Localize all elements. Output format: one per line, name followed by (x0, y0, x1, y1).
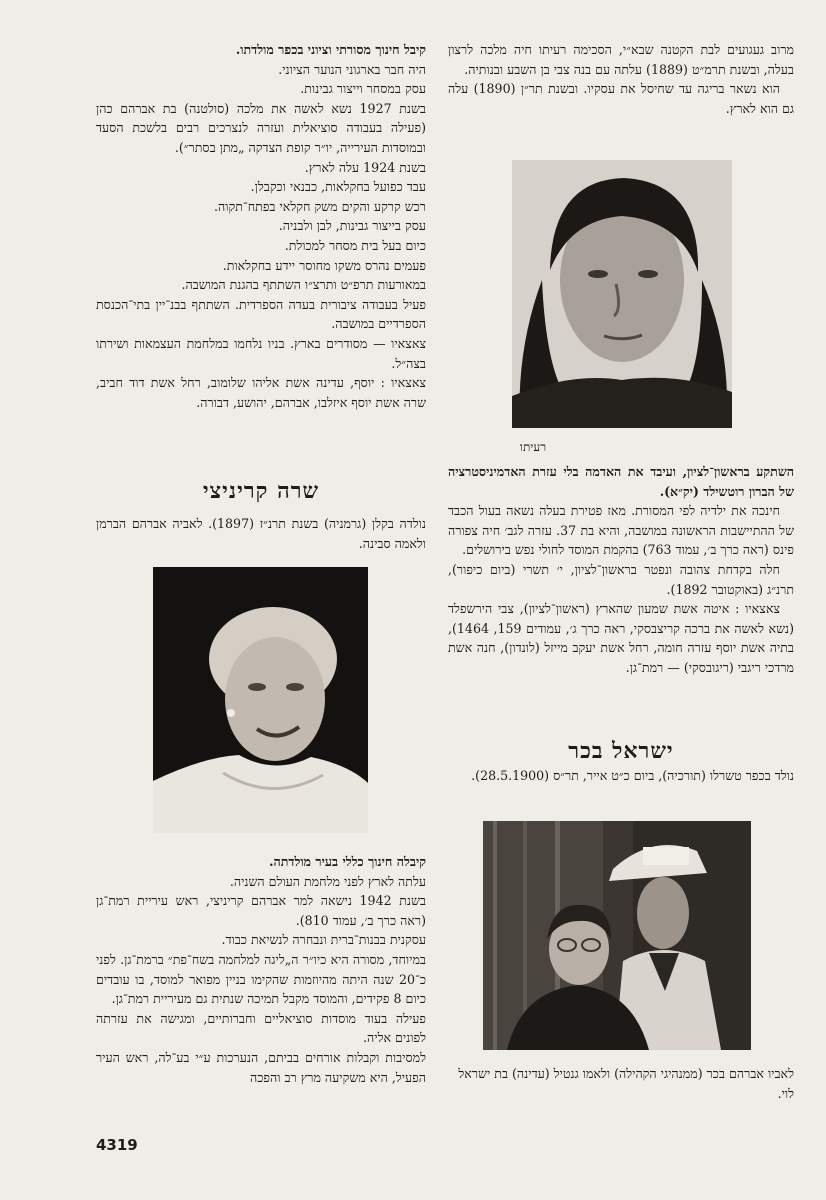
photo-wife-portrait (512, 160, 732, 428)
left-column-sarah-bio (96, 852, 426, 1087)
heading-israel-bachar: ישראל בכר (568, 738, 674, 764)
paragraph: פעיל בעבודה ציבורית בעדה הספרדית. השתתף בבנ־יין בתי־הכנסת הספרדיים במושבה. (96, 296, 426, 332)
paragraph: עסקנית בבנות־ברית ונבחרה לנשיאת כבוד. (221, 932, 426, 948)
right-column-intro (448, 40, 794, 118)
photo-caption-wife: רעיתו (519, 440, 547, 454)
left-column-sarah-birth (96, 514, 426, 553)
paragraph: פעמים נהרס משקו מחוסר יידע בחקלאות. (222, 257, 426, 273)
paragraph: חלה בקדחת צהובה ונפטר בראשון־לציון, י׳ תשרי (ביום כיפור), תרנ״ג (באוקטובר 1892). (448, 561, 794, 597)
paragraph: השתקע בראשון־לציון, ועיבד את האדמה בלי עזרת האדמיניסטרציה של הברון רוטשילד (יק״א). (448, 464, 794, 499)
paragraph: קיבלה חינוך כללי בעיר מולדתה. (269, 854, 426, 869)
paragraph: כיום בעל בית מסחר למכולת. (284, 237, 426, 253)
paragraph: חינכה את ילדיה לפי המסורת. מאז פטירת בעלה נשאה בעול הכבד של ההתיישבות הראשונה במושבה, והיא בת 37. עזרה לגב׳ חיה צפורה פינס (ראה כרך ב׳, עמוד 763) בהקמת המוסד לחולי נפש בירושלים. (448, 503, 794, 558)
paragraph: קיבל חינוך מסורתי וציוני בכפר מולדתו. (235, 42, 426, 57)
paragraph: בשנת 1924 עלה לארץ. (304, 159, 426, 175)
paragraph: צאצאיו : איטה אשת שמעון שהארץ (ראשון־לציון), צבי הירשפלד (נשא לאשה את ברכה קריצבסקי, ראה כרך ג׳, עמודים 159, 1464), בתיה אשת יוסף עזרה חומה, רחל אשת יעקב מייזל (לונדון), חנה אשת מרדכי ריגבי (ריגובסקי) — רמת־גן. (448, 601, 794, 675)
photo-sarah-portrait (153, 567, 368, 833)
paragraph: מרוב געגועים לבת הקטנה שבא״י, הסכימה רעיתו חיה מלכה לרצון בעלה, ובשנת תרמ״ט (1889) עלתה עם בנה צבי בן השבע ובנותיה. (448, 42, 794, 77)
paragraph: במאורעות תרפ״ט ותרצ״ו השתתף בהגנת המושבה. (181, 277, 426, 293)
paragraph: במיוחד, מסורה היא כיו״ר ה„ליגה למלחמה בשח־פת״ ברמת־גן. לפני כ־20 שנה היתה מהיוזמות שהקימו בניין מפואר למוסד, בו עובדים כיום 8 פקידים, והמוסד מקבל תמיכה שנתית גם מעיריית רמת־גן. (96, 951, 426, 1007)
paragraph: רכש קרקע והקים משק חקלאי בפתח־תקוה. (213, 198, 426, 214)
paragraph: בשנת 1927 נשא לאשה את מלכה (סולטנה) בת אברהם כהן (פעילה בעבודה סוציאלית ועזרה לנצרכים רבים בלשכת הסעד ובמוסדות העירייה, יו״ר קופת הצדקה „מתן בסתר״). (96, 100, 427, 155)
paragraph: עלתה לארץ לפני מלחמת העולם השניה. (229, 873, 426, 889)
paragraph: פעילה בעוד מוסדות סוציאליים וחברותיים, ומגישה את עזרתה לפונים אליה. (96, 1010, 426, 1046)
paragraph: עסק במסחר וייצור גבינות. (300, 81, 426, 97)
photo-caption-israel-parents: לאביו אברהם בכר (ממנהיגי הקהילה) ולאמו גנטיל (עדינה) בת ישראל לוי. (458, 1066, 794, 1101)
paragraph: למסיבות וקבלות אורחים בביתם, הנערכות ע״י בע־לה, ראש העיר הפעיל, היא משקיעה מרץ רב והפכה (96, 1049, 426, 1085)
paragraph: צאצאיו — מסודרים בארץ. בניו נלחמו במלחמת העצמאות ושירתו בצה״ל. (96, 335, 426, 371)
paragraph: צאצאיו : יוסף, עדינה אשת אליהו שלומוב, רחל אשת דוד חביב, שרה אשת יוסף איזלבו, אברהם, יהושע, דבורה. (96, 375, 426, 410)
left-column-biography (96, 40, 426, 412)
right-column-israel-birth (448, 766, 794, 786)
paragraph: נולדה בקלן (גרמניה) בשנת תרנ״ז (1897). לאביה אברהם הברמן ולאמה סבינה. (96, 516, 426, 551)
paragraph: נולד בכפר טשרלו (תורכיה), ביום כ״ט אייר, תר״ס (28.5.1900). (471, 768, 794, 783)
paragraph: היה חבר בארגוני הנוער הציוני. (278, 61, 426, 77)
heading-sarah-krinitzi: שרה קריניצי (202, 478, 320, 504)
paragraph: עבד כפועל בחקלאות, כבנאי וכקבלן. (250, 179, 426, 195)
paragraph: עסק בייצור גבינות, לבן ולבניה. (278, 218, 426, 234)
paragraph: הוא נשאר בריגה עד שחיסל את עסקיו. ובשנת תר״ן (1890) עלה גם הוא לארץ. (448, 81, 794, 116)
page-number: 4319 (96, 1136, 138, 1154)
paragraph: בשנת 1942 נישאה למר אברהם קריניצי, ראש עיריית רמת־גן (ראה כרך ב׳, עמוד 810). (96, 893, 426, 928)
photo-israel-couple (483, 821, 751, 1050)
right-column-wife-section (448, 462, 794, 678)
